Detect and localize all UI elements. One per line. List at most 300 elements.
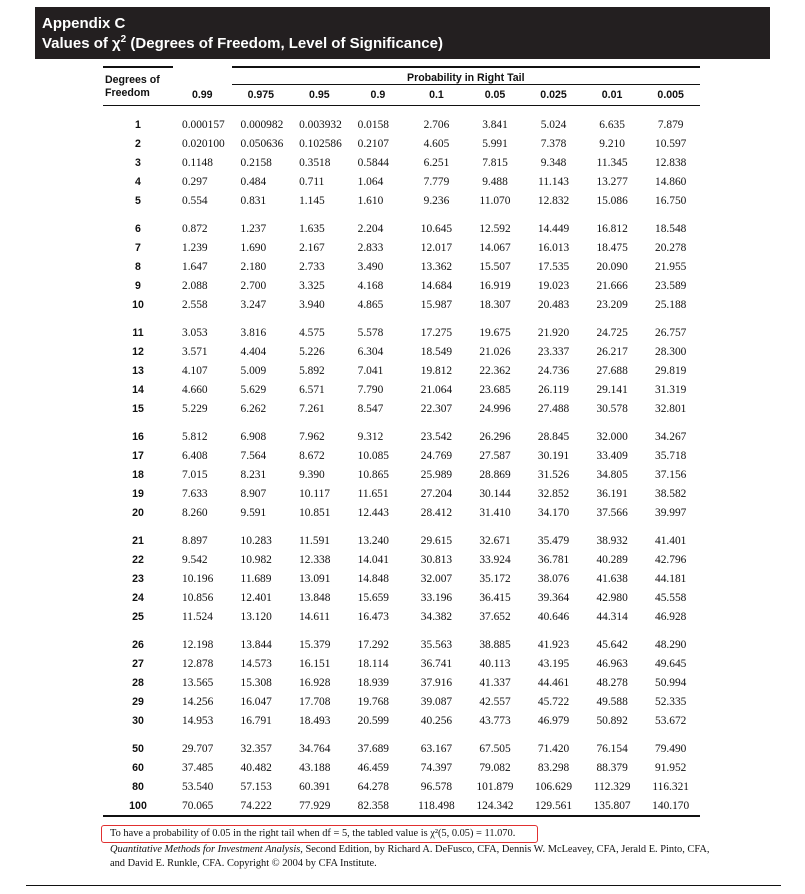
critical-value-cell: 8.547 — [357, 402, 384, 415]
critical-value-cell: 15.507 — [479, 260, 511, 273]
page-bottom-rule — [26, 885, 781, 886]
critical-value-cell: 27.688 — [596, 364, 628, 377]
critical-value-cell: 41.337 — [479, 676, 511, 689]
critical-value-cell: 135.807 — [593, 799, 631, 812]
critical-value-cell: 18.114 — [357, 657, 389, 670]
critical-value-cell: 101.879 — [476, 780, 514, 793]
critical-value-cell: 140.170 — [652, 799, 690, 812]
critical-value-cell: 10.982 — [240, 553, 272, 566]
critical-value-cell: 0.102586 — [299, 137, 342, 150]
critical-value-cell: 21.026 — [479, 345, 511, 358]
critical-value-cell: 36.191 — [596, 487, 628, 500]
critical-value-cell: 40.646 — [537, 610, 570, 623]
critical-value-cell: 5.229 — [182, 402, 208, 415]
critical-value-cell: 5.226 — [299, 345, 325, 358]
table-row — [103, 210, 700, 238]
critical-value-cell: 23.209 — [596, 298, 628, 311]
critical-value-cell: 17.535 — [537, 260, 570, 273]
critical-value-cell: 15.308 — [240, 676, 272, 689]
critical-value-cell: 49.588 — [596, 695, 628, 708]
critical-value-cell: 13.848 — [299, 591, 331, 604]
critical-value-cell: 53.540 — [182, 780, 214, 793]
critical-value-cell: 4.865 — [357, 298, 384, 311]
critical-value-cell: 3.247 — [240, 298, 267, 311]
critical-value-cell: 0.000157 — [182, 118, 225, 131]
critical-value-cell: 0.000982 — [240, 118, 284, 131]
critical-value-cell: 2.706 — [423, 118, 450, 131]
critical-value-cell: 6.408 — [182, 449, 208, 462]
degrees-of-freedom-cell: 29 — [132, 695, 144, 708]
table-row — [103, 153, 700, 172]
chi-square-table — [103, 66, 700, 820]
critical-value-cell: 9.312 — [357, 430, 384, 443]
table-spacer-row — [103, 106, 700, 116]
critical-value-cell: 32.801 — [655, 402, 687, 415]
critical-value-cell: 10.085 — [357, 449, 389, 462]
column-header: 0.05 — [484, 89, 506, 101]
critical-value-cell: 4.660 — [182, 383, 208, 396]
critical-value-cell: 45.558 — [655, 591, 687, 604]
critical-value-cell: 19.023 — [537, 279, 570, 292]
critical-value-cell: 18.493 — [299, 714, 331, 727]
critical-value-cell: 5.812 — [182, 430, 208, 443]
critical-value-cell: 20.278 — [655, 241, 687, 254]
degrees-of-freedom-cell: 60 — [132, 761, 144, 774]
critical-value-cell: 3.571 — [182, 345, 208, 358]
critical-value-cell: 40.482 — [240, 761, 272, 774]
critical-value-cell: 20.090 — [596, 260, 628, 273]
degrees-of-freedom-cell: 6 — [135, 222, 141, 235]
critical-value-cell: 36.741 — [420, 657, 453, 670]
critical-value-cell: 112.329 — [593, 780, 631, 793]
critical-value-cell: 48.278 — [596, 676, 628, 689]
critical-value-cell: 26.119 — [538, 383, 569, 396]
table-row — [103, 607, 700, 626]
critical-value-cell: 11.070 — [479, 194, 511, 207]
critical-value-cell: 11.591 — [299, 534, 330, 547]
critical-value-cell: 37.566 — [596, 506, 628, 519]
table-row — [103, 314, 700, 342]
critical-value-cell: 27.488 — [537, 402, 570, 415]
critical-value-cell: 26.757 — [655, 326, 687, 339]
critical-value-cell: 88.379 — [596, 761, 628, 774]
critical-value-cell: 82.358 — [357, 799, 389, 812]
critical-value-cell: 27.204 — [420, 487, 453, 500]
critical-value-cell: 2.180 — [240, 260, 267, 273]
critical-value-cell: 57.153 — [240, 780, 272, 793]
critical-value-cell: 44.461 — [537, 676, 570, 689]
degrees-of-freedom-cell: 1 — [135, 118, 141, 131]
critical-value-cell: 21.920 — [537, 326, 570, 339]
critical-value-cell: 11.345 — [596, 156, 628, 169]
critical-value-cell: 1.690 — [240, 241, 267, 254]
column-header: 0.9 — [370, 89, 386, 101]
table-row — [103, 418, 700, 446]
degrees-of-freedom-cell: 7 — [135, 241, 141, 254]
critical-value-cell: 46.979 — [537, 714, 570, 727]
critical-value-cell: 46.459 — [357, 761, 389, 774]
critical-value-cell: 7.564 — [240, 449, 267, 462]
degrees-of-freedom-cell: 21 — [132, 534, 144, 547]
critical-value-cell: 8.260 — [182, 506, 208, 519]
critical-value-cell: 1.064 — [357, 175, 384, 188]
critical-value-cell: 30.144 — [479, 487, 511, 500]
critical-value-cell: 15.659 — [357, 591, 389, 604]
critical-value-cell: 30.578 — [596, 402, 628, 415]
critical-value-cell: 0.554 — [182, 194, 208, 207]
critical-value-cell: 40.256 — [420, 714, 453, 727]
critical-value-cell: 3.940 — [299, 298, 325, 311]
degrees-of-freedom-cell: 13 — [132, 364, 144, 377]
critical-value-cell: 3.816 — [240, 326, 267, 339]
table-row — [103, 673, 700, 692]
critical-value-cell: 38.885 — [479, 638, 511, 651]
critical-value-cell: 12.878 — [182, 657, 214, 670]
critical-value-cell: 37.689 — [357, 742, 389, 755]
critical-value-cell: 40.113 — [479, 657, 511, 670]
table-row — [103, 654, 700, 673]
critical-value-cell: 14.684 — [420, 279, 453, 292]
example-note: To have a probability of 0.05 in the right tail when df = 5, the tabled value is χ²(5, 0.05) = 11.070. — [101, 825, 538, 843]
critical-value-cell: 17.275 — [420, 326, 453, 339]
table-row — [103, 465, 700, 484]
critical-value-cell: 64.278 — [357, 780, 389, 793]
degrees-of-freedom-cell: 80 — [132, 780, 144, 793]
critical-value-cell: 43.195 — [537, 657, 570, 670]
critical-value-cell: 35.172 — [479, 572, 511, 585]
critical-value-cell: 10.597 — [655, 137, 687, 150]
critical-value-cell: 3.325 — [299, 279, 325, 292]
degrees-of-freedom-cell: 10 — [132, 298, 144, 311]
critical-value-cell: 116.321 — [652, 780, 689, 793]
critical-value-cell: 7.261 — [299, 402, 325, 415]
critical-value-cell: 14.067 — [479, 241, 511, 254]
critical-value-cell: 37.652 — [479, 610, 511, 623]
critical-value-cell: 9.236 — [423, 194, 450, 207]
critical-value-cell: 16.812 — [596, 222, 628, 235]
critical-value-cell: 14.848 — [357, 572, 389, 585]
critical-value-cell: 50.892 — [596, 714, 628, 727]
critical-value-cell: 35.563 — [420, 638, 453, 651]
critical-value-cell: 37.485 — [182, 761, 214, 774]
citation-book-title: Quantitative Methods for Investment Analysis — [110, 844, 301, 855]
critical-value-cell: 7.378 — [540, 137, 567, 150]
column-header-row — [103, 85, 700, 106]
critical-value-cell: 23.589 — [655, 279, 687, 292]
critical-value-cell: 71.420 — [537, 742, 570, 755]
column-header: 0.95 — [309, 89, 330, 101]
critical-value-cell: 9.348 — [540, 156, 567, 169]
critical-value-cell: 39.087 — [420, 695, 453, 708]
critical-value-cell: 79.490 — [655, 742, 687, 755]
source-citation — [110, 843, 710, 871]
critical-value-cell: 31.526 — [537, 468, 570, 481]
critical-value-cell: 18.307 — [479, 298, 511, 311]
degrees-of-freedom-cell: 100 — [129, 799, 147, 812]
column-header: 0.1 — [429, 89, 444, 101]
critical-value-cell: 60.391 — [299, 780, 331, 793]
critical-value-cell: 35.479 — [537, 534, 570, 547]
critical-value-cell: 19.812 — [420, 364, 453, 377]
critical-value-cell: 32.007 — [420, 572, 453, 585]
critical-value-cell: 6.251 — [423, 156, 450, 169]
critical-value-cell: 19.675 — [479, 326, 511, 339]
critical-value-cell: 39.997 — [655, 506, 687, 519]
critical-value-cell: 28.412 — [420, 506, 453, 519]
critical-value-cell: 43.188 — [299, 761, 331, 774]
critical-value-cell: 28.869 — [479, 468, 511, 481]
degrees-of-freedom-cell: 24 — [132, 591, 144, 604]
critical-value-cell: 19.768 — [357, 695, 389, 708]
critical-value-cell: 37.156 — [655, 468, 687, 481]
critical-value-cell: 24.996 — [479, 402, 511, 415]
critical-value-cell: 129.561 — [535, 799, 573, 812]
degrees-of-freedom-cell: 50 — [132, 742, 144, 755]
table-row — [103, 522, 700, 550]
table-body — [103, 106, 700, 817]
degrees-of-freedom-cell: 8 — [135, 260, 141, 273]
critical-value-cell: 10.851 — [299, 506, 331, 519]
critical-value-cell: 12.017 — [420, 241, 453, 254]
degrees-of-freedom-cell: 5 — [135, 194, 141, 207]
critical-value-cell: 44.314 — [596, 610, 628, 623]
critical-value-cell: 1.647 — [182, 260, 208, 273]
critical-value-cell: 6.571 — [299, 383, 325, 396]
critical-value-cell: 10.865 — [357, 468, 389, 481]
critical-value-cell: 3.053 — [182, 326, 208, 339]
degrees-of-freedom-cell: 12 — [132, 345, 144, 358]
critical-value-cell: 9.542 — [182, 553, 208, 566]
critical-value-cell: 21.064 — [420, 383, 453, 396]
critical-value-cell: 0.297 — [182, 175, 208, 188]
critical-value-cell: 8.897 — [182, 534, 208, 547]
critical-value-cell: 6.262 — [240, 402, 267, 415]
critical-value-cell: 34.267 — [655, 430, 687, 443]
critical-value-cell: 11.651 — [357, 487, 389, 500]
critical-value-cell: 21.955 — [655, 260, 687, 273]
critical-value-cell: 16.473 — [357, 610, 389, 623]
table-row — [103, 361, 700, 380]
critical-value-cell: 0.1148 — [182, 156, 213, 169]
table-row — [103, 692, 700, 711]
subtitle-prefix: Values of χ — [42, 35, 121, 52]
critical-value-cell: 77.929 — [299, 799, 331, 812]
table-row — [103, 711, 700, 730]
critical-value-cell: 38.582 — [655, 487, 687, 500]
critical-value-cell: 12.592 — [479, 222, 511, 235]
critical-value-cell: 67.505 — [479, 742, 511, 755]
critical-value-cell: 1.145 — [299, 194, 325, 207]
critical-value-cell: 33.409 — [596, 449, 628, 462]
critical-value-cell: 42.557 — [479, 695, 511, 708]
critical-value-cell: 14.041 — [357, 553, 389, 566]
critical-value-cell: 39.364 — [537, 591, 570, 604]
critical-value-cell: 8.907 — [240, 487, 267, 500]
critical-value-cell: 96.578 — [420, 780, 453, 793]
critical-value-cell: 14.256 — [182, 695, 214, 708]
critical-value-cell: 38.076 — [537, 572, 570, 585]
critical-value-cell: 3.490 — [357, 260, 384, 273]
critical-value-cell: 5.892 — [299, 364, 325, 377]
critical-value-cell: 43.773 — [479, 714, 511, 727]
critical-value-cell: 25.989 — [420, 468, 453, 481]
critical-value-cell: 118.498 — [418, 799, 455, 812]
critical-value-cell: 0.2107 — [357, 137, 389, 150]
critical-value-cell: 24.736 — [537, 364, 570, 377]
critical-value-cell: 42.796 — [655, 553, 687, 566]
critical-value-cell: 12.838 — [655, 156, 687, 169]
critical-value-cell: 16.047 — [240, 695, 272, 708]
table-row — [103, 399, 700, 418]
degrees-of-freedom-cell: 25 — [132, 610, 144, 623]
critical-value-cell: 83.298 — [537, 761, 570, 774]
critical-value-cell: 7.015 — [182, 468, 208, 481]
critical-value-cell: 16.791 — [240, 714, 272, 727]
probability-header: Probability in Right Tail — [232, 67, 700, 85]
critical-value-cell: 23.542 — [420, 430, 453, 443]
critical-value-cell: 2.204 — [357, 222, 384, 235]
table-row — [103, 191, 700, 210]
dof-header-line: Freedom — [105, 86, 150, 99]
critical-value-cell: 15.086 — [596, 194, 628, 207]
critical-value-cell: 32.357 — [240, 742, 272, 755]
critical-value-cell: 49.645 — [655, 657, 687, 670]
degrees-of-freedom-cell: 20 — [132, 506, 144, 519]
critical-value-cell: 4.575 — [299, 326, 325, 339]
critical-value-cell: 16.151 — [299, 657, 331, 670]
critical-value-cell: 34.764 — [299, 742, 331, 755]
critical-value-cell: 5.991 — [482, 137, 508, 150]
critical-value-cell: 18.549 — [420, 345, 453, 358]
critical-value-cell: 5.024 — [540, 118, 567, 131]
critical-value-cell: 28.845 — [537, 430, 570, 443]
degrees-of-freedom-cell: 23 — [132, 572, 144, 585]
critical-value-cell: 0.5844 — [357, 156, 389, 169]
critical-value-cell: 13.091 — [299, 572, 331, 585]
table-row — [103, 588, 700, 607]
critical-value-cell: 0.484 — [240, 175, 267, 188]
critical-value-cell: 10.856 — [182, 591, 214, 604]
critical-value-cell: 0.831 — [240, 194, 267, 207]
critical-value-cell: 8.672 — [299, 449, 325, 462]
degrees-of-freedom-cell: 26 — [132, 638, 144, 651]
dof-header-line: Degrees of — [105, 73, 160, 86]
critical-value-cell: 26.296 — [479, 430, 511, 443]
critical-value-cell: 24.725 — [596, 326, 628, 339]
critical-value-cell: 29.615 — [420, 534, 453, 547]
critical-value-cell: 7.879 — [657, 118, 684, 131]
critical-value-cell: 1.237 — [240, 222, 267, 235]
critical-value-cell: 4.404 — [240, 345, 267, 358]
critical-value-cell: 91.952 — [655, 761, 687, 774]
critical-value-cell: 1.635 — [299, 222, 325, 235]
critical-value-cell: 52.335 — [655, 695, 687, 708]
critical-value-cell: 21.666 — [596, 279, 628, 292]
critical-value-cell: 7.041 — [357, 364, 384, 377]
degrees-of-freedom-cell: 22 — [132, 553, 144, 566]
critical-value-cell: 37.916 — [420, 676, 453, 689]
critical-value-cell: 41.401 — [655, 534, 687, 547]
critical-value-cell: 33.924 — [479, 553, 511, 566]
subtitle-suffix: (Degrees of Freedom, Level of Significance) — [126, 35, 443, 52]
critical-value-cell: 9.488 — [482, 175, 508, 188]
critical-value-cell: 63.167 — [420, 742, 453, 755]
critical-value-cell: 11.143 — [538, 175, 569, 188]
critical-value-cell: 46.963 — [596, 657, 628, 670]
critical-value-cell: 32.000 — [596, 430, 628, 443]
critical-value-cell: 44.181 — [655, 572, 687, 585]
subtitle-superscript: 2 — [120, 34, 127, 45]
critical-value-cell: 13.362 — [420, 260, 453, 273]
degrees-of-freedom-cell: 27 — [132, 657, 144, 670]
degrees-of-freedom-header — [103, 67, 173, 106]
table-row — [103, 257, 700, 276]
critical-value-cell: 5.009 — [240, 364, 267, 377]
critical-value-cell: 7.962 — [299, 430, 325, 443]
critical-value-cell: 45.642 — [596, 638, 628, 651]
critical-value-cell: 124.342 — [476, 799, 514, 812]
critical-value-cell: 14.860 — [655, 175, 687, 188]
critical-value-cell: 5.629 — [240, 383, 267, 396]
degrees-of-freedom-cell: 11 — [132, 326, 144, 339]
critical-value-cell: 17.292 — [357, 638, 389, 651]
critical-value-cell: 33.196 — [420, 591, 453, 604]
degrees-of-freedom-cell: 18 — [132, 468, 144, 481]
critical-value-cell: 45.722 — [537, 695, 570, 708]
critical-value-cell: 6.304 — [357, 345, 384, 358]
critical-value-cell: 16.919 — [479, 279, 511, 292]
table-row — [103, 777, 700, 796]
appendix-header — [35, 7, 770, 59]
critical-value-cell: 0.050636 — [240, 137, 284, 150]
critical-value-cell: 5.578 — [357, 326, 384, 339]
table-row — [103, 276, 700, 295]
critical-value-cell: 12.832 — [537, 194, 570, 207]
critical-value-cell: 12.338 — [299, 553, 331, 566]
critical-value-cell: 11.524 — [182, 610, 213, 623]
critical-value-cell: 29.819 — [655, 364, 687, 377]
critical-value-cell: 3.841 — [482, 118, 508, 131]
table-header — [103, 67, 700, 106]
table-row — [103, 238, 700, 257]
critical-value-cell: 2.833 — [357, 241, 384, 254]
critical-value-cell: 0.711 — [299, 175, 325, 188]
critical-value-cell: 23.685 — [479, 383, 511, 396]
critical-value-cell: 18.548 — [655, 222, 687, 235]
critical-value-cell: 12.198 — [182, 638, 214, 651]
degrees-of-freedom-cell: 3 — [135, 156, 141, 169]
critical-value-cell: 4.605 — [423, 137, 450, 150]
table-row — [103, 550, 700, 569]
critical-value-cell: 106.629 — [535, 780, 573, 793]
table-row — [103, 758, 700, 777]
critical-value-cell: 1.239 — [182, 241, 208, 254]
critical-value-cell: 26.217 — [596, 345, 628, 358]
critical-value-cell: 22.362 — [479, 364, 511, 377]
critical-value-cell: 0.2158 — [240, 156, 272, 169]
critical-value-cell: 17.708 — [299, 695, 331, 708]
critical-value-cell: 14.449 — [537, 222, 570, 235]
degrees-of-freedom-cell: 2 — [135, 137, 141, 150]
degrees-of-freedom-cell: 4 — [135, 175, 141, 188]
degrees-of-freedom-cell: 30 — [132, 714, 144, 727]
critical-value-cell: 34.170 — [537, 506, 570, 519]
critical-value-cell: 36.781 — [537, 553, 570, 566]
critical-value-cell: 7.790 — [357, 383, 384, 396]
critical-value-cell: 4.168 — [357, 279, 384, 292]
critical-value-cell: 50.994 — [655, 676, 687, 689]
critical-value-cell: 15.987 — [420, 298, 453, 311]
